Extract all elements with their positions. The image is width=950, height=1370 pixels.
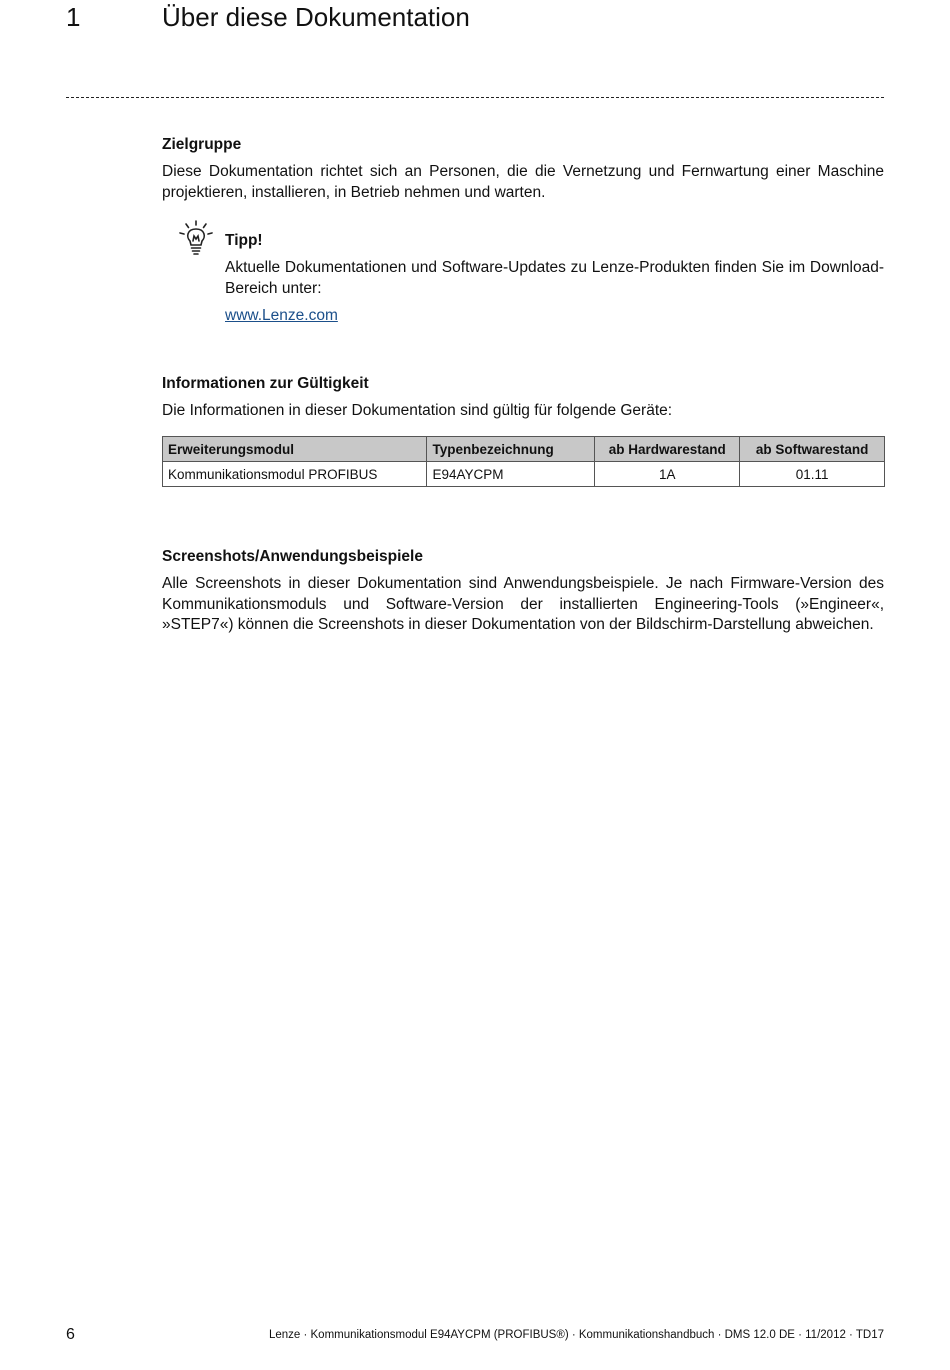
screenshots-heading: Screenshots/Anwendungsbeispiele [162, 548, 423, 565]
tip-text: Aktuelle Dokumentationen und Software-Updates zu Lenze-Produkten finden Sie im Download-Bereich unter: [225, 259, 884, 297]
column-header-softwarestand: ab Softwarestand [740, 437, 885, 462]
zielgruppe-heading: Zielgruppe [162, 136, 242, 153]
page-number: 6 [66, 1326, 75, 1343]
validity-section [162, 375, 884, 422]
table-row [163, 462, 885, 487]
validity-heading: Informationen zur Gültigkeit [162, 375, 369, 392]
validity-text: Die Informationen in dieser Dokumentation sind gültig für folgende Geräte: [162, 402, 673, 419]
cell-type: E94AYCPM [427, 462, 595, 487]
column-header-erweiterungsmodul: Erweiterungsmodul [163, 437, 427, 462]
tip-box [225, 232, 884, 325]
cell-hardware: 1A [595, 462, 740, 487]
cell-module: Kommunikationsmodul PROFIBUS [163, 462, 427, 487]
cell-software: 01.11 [740, 462, 885, 487]
column-header-typenbezeichnung: Typenbezeichnung [427, 437, 595, 462]
screenshots-text: Alle Screenshots in dieser Dokumentation sind Anwendungsbeispiele. Je nach Firmware-Version des Kommunikationsmoduls und Software-Version der installierten Engineering-Tools (»Engineer«, »STEP7«) können die Screenshots in dieser Dokumentation von der Bildschirm-Darstellung abweichen. [162, 575, 884, 633]
zielgruppe-text: Diese Dokumentation richtet sich an Personen, die die Vernetzung und Fernwartung einer Maschine projektieren, installieren, in Betrieb nehmen und warten. [162, 163, 884, 201]
tip-title: Tipp! [225, 232, 263, 249]
screenshots-section [162, 548, 884, 636]
lightbulb-icon [178, 220, 214, 256]
footer-text: Lenze · Kommunikationsmodul E94AYCPM (PROFIBUS®) · Kommunikationshandbuch · DMS 12.0 DE · 11/2012 · TD17 [268, 1329, 884, 1341]
chapter-title: Über diese Dokumentation [162, 2, 470, 32]
chapter-number: 1 [66, 2, 81, 32]
header-divider [66, 97, 884, 98]
column-header-hardwarestand: ab Hardwarestand [595, 437, 740, 462]
validity-table [162, 436, 885, 487]
table-header-row [163, 437, 885, 462]
lenze-website-link[interactable]: www.Lenze.com [225, 307, 338, 324]
zielgruppe-section [162, 136, 884, 203]
